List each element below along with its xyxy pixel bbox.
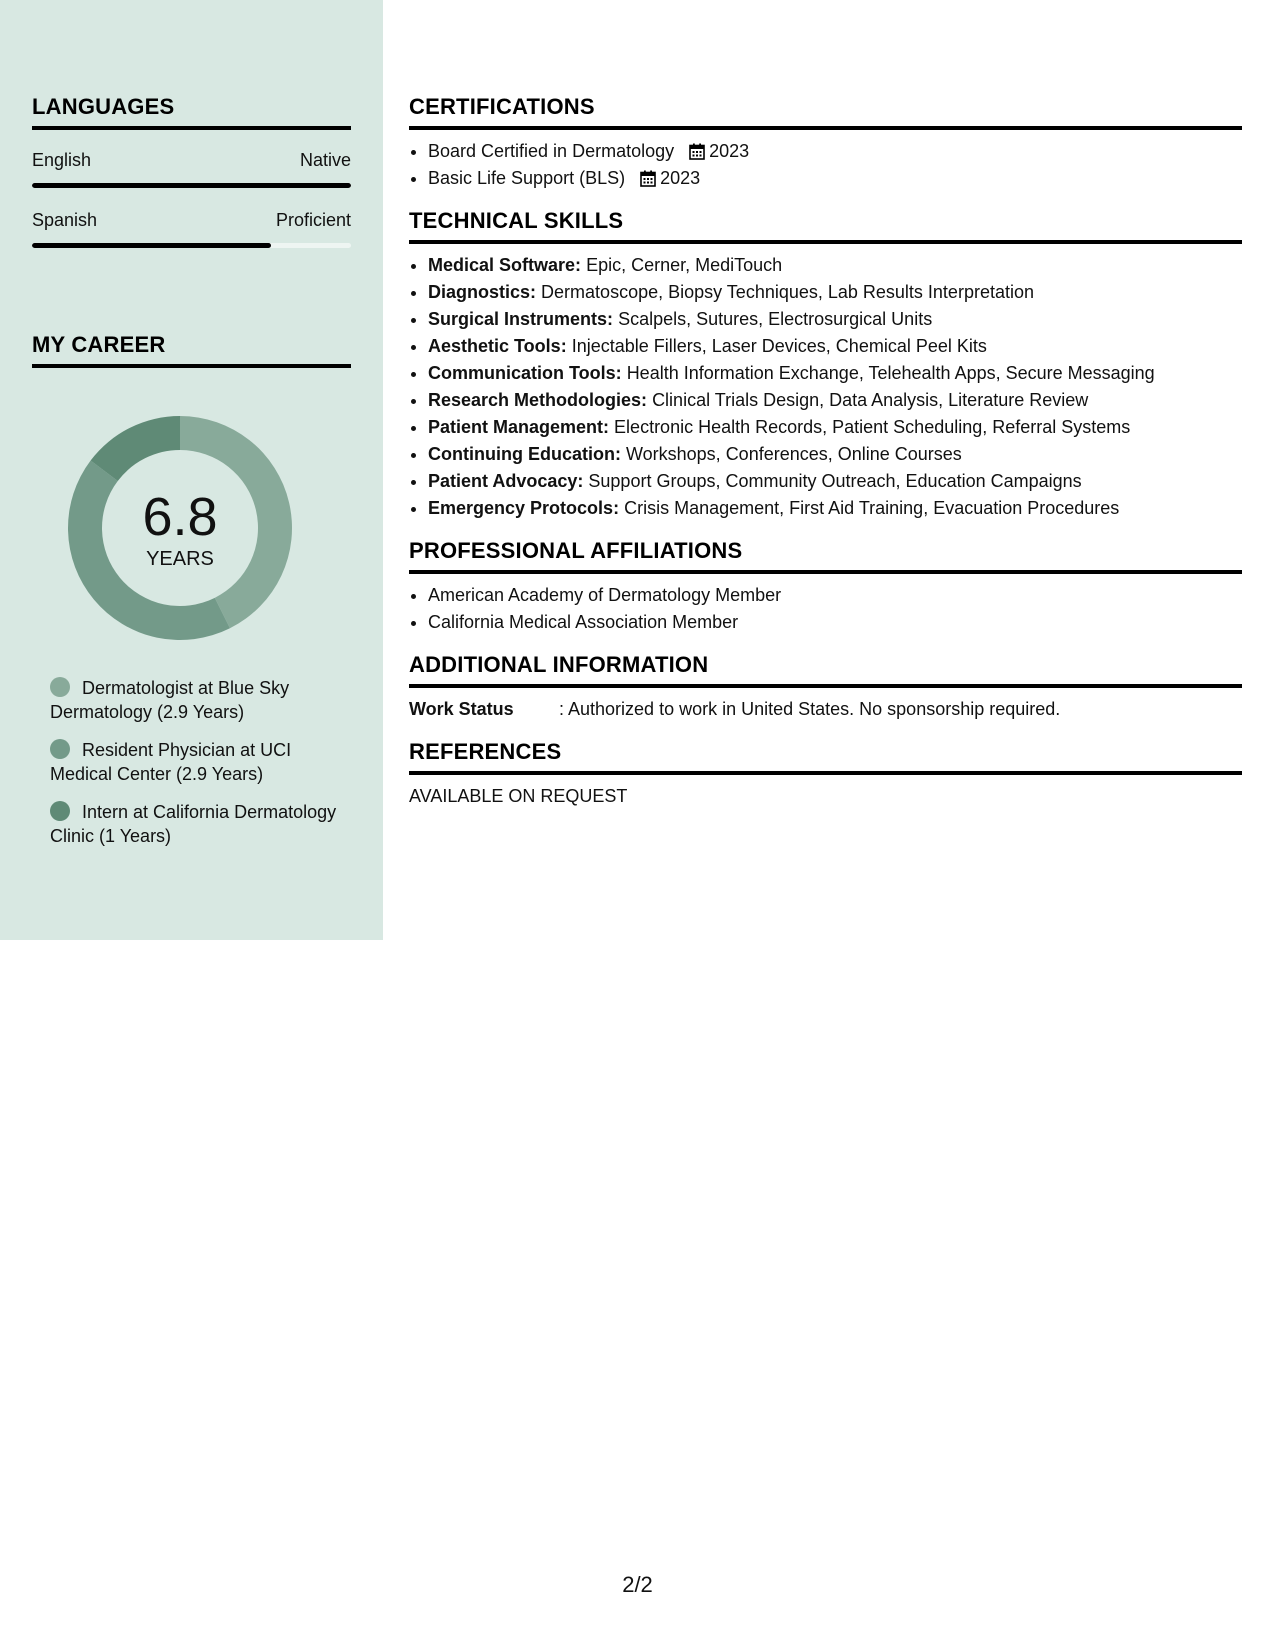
certification-item	[428, 165, 1242, 192]
languages-heading: LANGUAGES	[32, 94, 351, 130]
legend-dot-icon	[50, 739, 70, 759]
certifications-heading: CERTIFICATIONS	[409, 94, 1242, 130]
references-text: AVAILABLE ON REQUEST	[409, 786, 628, 806]
language-item-spanish	[32, 210, 351, 248]
affiliations-heading: PROFESSIONAL AFFILIATIONS	[409, 538, 1242, 574]
certification-year: 2023	[709, 141, 750, 161]
language-name: English	[32, 150, 92, 170]
career-legend-item	[50, 738, 350, 786]
language-level: Proficient	[275, 210, 351, 230]
career-legend-label: Dermatologist at Blue Sky Dermatology (2.9 Years)	[50, 678, 290, 722]
language-level-bar	[32, 243, 351, 248]
skill-label: Continuing Education:	[428, 444, 621, 464]
career-section	[32, 332, 351, 368]
skill-value: Crisis Management, First Aid Training, Evacuation Procedures	[624, 498, 1120, 518]
legend-dot-icon	[50, 677, 70, 697]
skill-item	[428, 414, 1242, 441]
skill-item	[428, 360, 1242, 387]
affiliations-list	[409, 582, 1242, 636]
calendar-icon	[640, 170, 656, 187]
language-level-fill	[32, 183, 351, 188]
skill-value: Injectable Fillers, Laser Devices, Chemical Peel Kits	[571, 336, 987, 356]
skill-item	[428, 279, 1242, 306]
main-content	[409, 94, 1242, 826]
skill-value: Epic, Cerner, MediTouch	[586, 255, 783, 275]
skill-label: Patient Management:	[428, 417, 610, 437]
skill-item	[428, 252, 1242, 279]
page-number: 2/2	[622, 1572, 653, 1597]
certifications-section	[409, 94, 1242, 192]
skill-value: Electronic Health Records, Patient Scheduling, Referral Systems	[614, 417, 1131, 437]
additional-info-heading: ADDITIONAL INFORMATION	[409, 652, 1242, 688]
references-heading: REFERENCES	[409, 739, 1242, 775]
language-item-english	[32, 150, 351, 188]
certification-item	[428, 138, 1242, 165]
career-total-unit: YEARS	[146, 547, 214, 570]
sidebar	[0, 0, 383, 940]
skill-label: Aesthetic Tools:	[428, 336, 567, 356]
certification-year: 2023	[660, 168, 701, 188]
additional-info-section	[409, 652, 1242, 723]
skill-label: Communication Tools:	[428, 363, 622, 383]
language-level-bar	[32, 183, 351, 188]
language-name: Spanish	[32, 210, 98, 230]
career-legend-item	[50, 676, 350, 724]
career-heading: MY CAREER	[32, 332, 351, 368]
skill-value: Clinical Trials Design, Data Analysis, Literature Review	[652, 390, 1089, 410]
calendar-icon	[689, 143, 705, 160]
references-section	[409, 739, 1242, 810]
career-total-value: 6.8	[142, 486, 218, 547]
skill-item	[428, 441, 1242, 468]
career-legend-label: Intern at California Dermatology Clinic (1 Years)	[50, 802, 337, 846]
skill-item	[428, 306, 1242, 333]
skill-label: Patient Advocacy:	[428, 471, 584, 491]
skill-label: Research Methodologies:	[428, 390, 648, 410]
skill-item	[428, 468, 1242, 495]
skill-value: Support Groups, Community Outreach, Education Campaigns	[588, 471, 1082, 491]
career-donut-chart	[66, 414, 294, 642]
career-legend-label: Resident Physician at UCI Medical Center (2.9 Years)	[50, 740, 292, 784]
certification-name: Basic Life Support (BLS)	[428, 168, 626, 188]
legend-dot-icon	[50, 801, 70, 821]
skill-label: Diagnostics:	[428, 282, 537, 302]
technical-skills-heading: TECHNICAL SKILLS	[409, 208, 1242, 244]
affiliation-item: • American Academy of Dermatology Member	[428, 582, 1242, 609]
skill-value: Scalpels, Sutures, Electrosurgical Units	[618, 309, 933, 329]
skill-value: Workshops, Conferences, Online Courses	[625, 444, 962, 464]
technical-skills-list	[409, 252, 1242, 522]
skill-label: Emergency Protocols:	[428, 498, 620, 518]
skill-value: Health Information Exchange, Telehealth Apps, Secure Messaging	[626, 363, 1155, 383]
language-level-fill	[32, 243, 271, 248]
languages-section	[32, 94, 351, 248]
skill-item	[428, 495, 1242, 522]
skill-label: Surgical Instruments:	[428, 309, 614, 329]
affiliations-section	[409, 538, 1242, 636]
work-status-label: Work Status	[409, 699, 514, 719]
skill-item	[428, 387, 1242, 414]
language-level: Native	[299, 150, 351, 170]
career-legend-item	[50, 800, 350, 848]
affiliation-item: • California Medical Association Member	[428, 609, 1242, 636]
technical-skills-section	[409, 208, 1242, 522]
skill-value: Dermatoscope, Biopsy Techniques, Lab Results Interpretation	[541, 282, 1034, 302]
certifications-list	[409, 138, 1242, 192]
career-legend	[50, 676, 350, 862]
work-status-value: : Authorized to work in United States. No sponsorship required.	[559, 699, 1061, 719]
certification-name: Board Certified in Dermatology	[428, 141, 675, 161]
skill-label: Medical Software:	[428, 255, 582, 275]
work-status-row	[409, 696, 1242, 723]
skill-item	[428, 333, 1242, 360]
